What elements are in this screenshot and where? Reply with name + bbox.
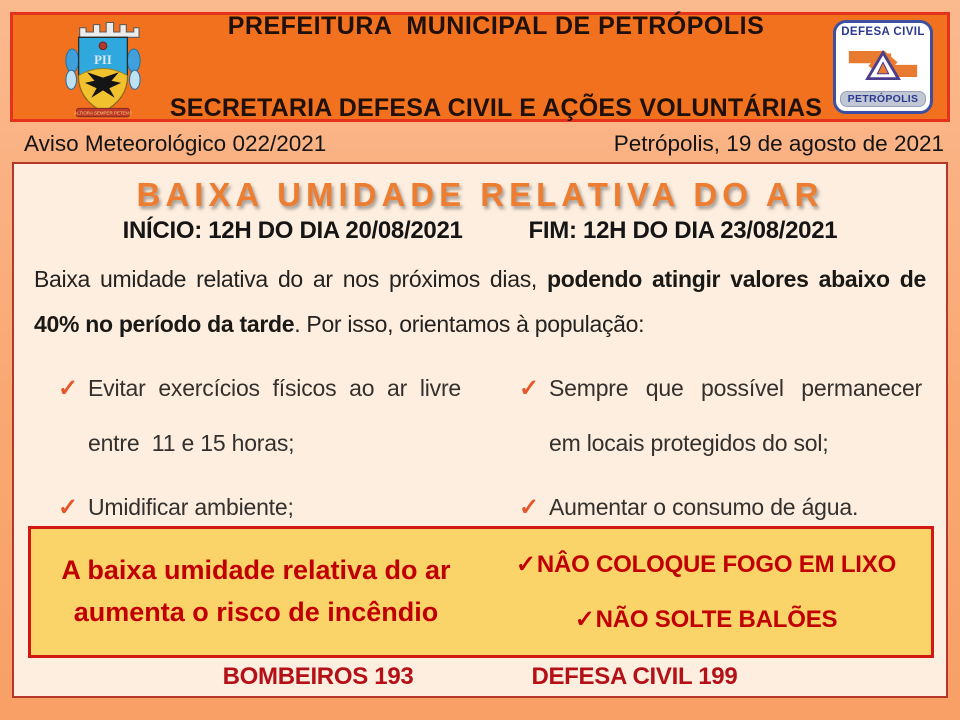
defesa-civil-logo-top-label: DEFESA CIVIL [841,26,925,38]
alert-number: Aviso Meteorológico 022/2021 [24,131,327,156]
petropolis-coat-of-arms-icon [47,14,159,120]
check-icon: ✓ [519,374,540,402]
fire-warning-item [516,550,896,579]
coat-monogram: PII [94,52,112,67]
alert-intro [34,257,926,347]
check-icon: ✓ [58,374,79,402]
intro-normal: Baixa umidade relativa do ar nos próximos dias, [34,266,548,292]
alert-date: Petrópolis, 19 de agosto de 2021 [613,131,944,156]
recommendations-list [58,361,929,544]
intro-bold: podendo atingir valores abaixo de 40% no período da tarde [34,266,926,337]
alert-start: INÍCIO: 12H DO DIA 20/08/2021 [122,217,463,244]
defesa-civil-logo [833,20,933,114]
alert-title: BAIXA UMIDADE RELATIVA DO AR [136,176,824,213]
header-line2: SECRETARIA DEFESA CIVIL E AÇÕES VOLUNTÁRIAS [169,94,823,123]
defesa-civil-hands-icon [840,38,926,90]
recommendations-left-column [58,361,468,544]
phone-defesa-civil: DEFESA CIVIL 199 [531,663,738,690]
recommendations-right-column [519,361,929,544]
check-icon: ✓ [58,493,79,521]
intro-tail: . Por isso, orientamos à população: [294,310,645,337]
alert-dates [14,217,946,245]
fire-warning-text: NÃO SOLTE BALÕES [595,606,838,633]
fire-warning-item [575,605,838,634]
fire-warning-text: NÂO COLOQUE FOGO EM LIXO [536,551,897,578]
recommendation-text: Evitar exercícios físicos ao ar livre entre 11 e 15 horas; [88,374,468,456]
alert-end: FIM: 12H DO DIA 23/08/2021 [528,217,838,244]
defesa-civil-logo-bottom-label: PETRÓPOLIS [840,91,927,107]
check-icon: ✓ [515,551,536,578]
header-line1: PREFEITURA MUNICIPAL DE PETRÓPOLIS [227,11,765,40]
recommendation-text: Umidificar ambiente; [88,493,294,520]
list-item [519,361,929,471]
recommendation-text: Sempre que possível permanecer em locais protegidos do sol; [549,374,929,456]
coat-motto: ALTIORA SEMPER PETENS [74,110,132,116]
check-icon: ✓ [519,493,540,521]
fire-warning-items [481,550,931,634]
check-icon: ✓ [574,606,595,633]
phone-bombeiros: BOMBEIROS 193 [222,663,414,690]
recommendation-text: Aumentar o consumo de água. [549,493,859,520]
fire-warning-box [28,526,934,658]
mural-crown [80,22,139,37]
emergency-phones [14,660,946,694]
fire-warning-headline: A baixa umidade relativa do ar aumenta o risco de incêndio [61,555,451,627]
list-item [58,361,468,471]
alert-panel [12,162,948,698]
meta-row [14,126,946,162]
header-band [10,12,950,122]
